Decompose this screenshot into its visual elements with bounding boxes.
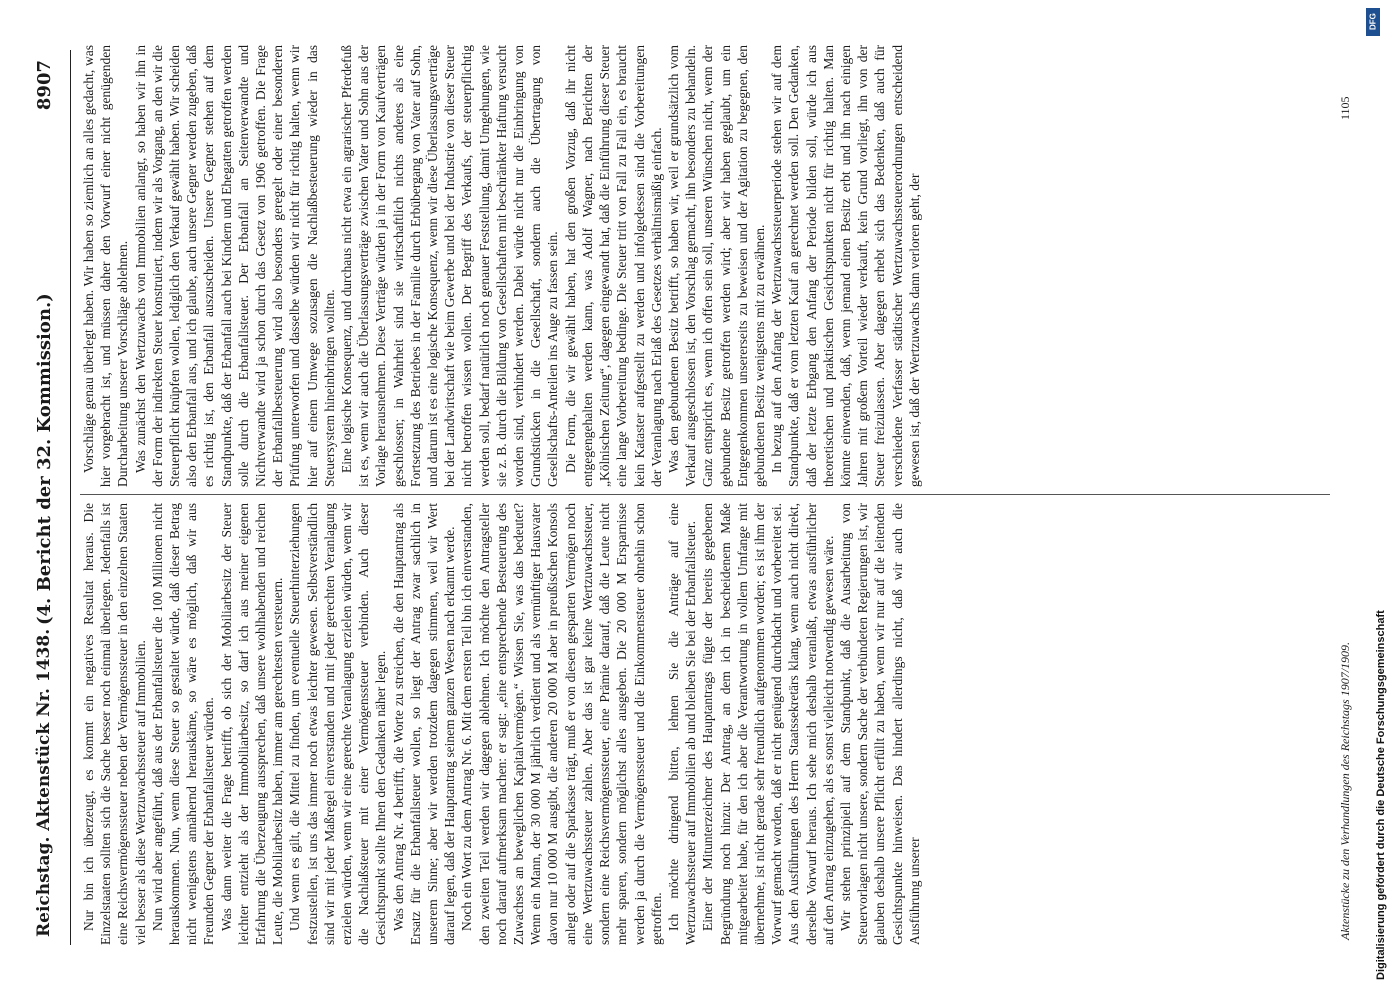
paragraph: Ich möchte dringend bitten, lehnen Sie die Anträge auf eine Wertzuwachssteuer auf Immobilien ab und bleiben Sie bei der Erbanfallsteuer. <box>665 503 699 945</box>
paragraph: Und wenn es gilt, die Mittel zu finden, um eventuelle Steuerhinterziehungen festzustellen, ist uns das immer noch etwas leichter gewesen. Selbstverständlich sind wir mit jeder Maßregel einverstanden und mit jeder gerechten Veranlagung erzielen würden, wenn wir eine gerechte Veranlagung erzielen würden, wenn wir die Nachlaßsteuer mit einer Vermögenssteuer verbinden. Auch dieser Gesichtspunkt sollte Ihnen den Gedanken näher legen. <box>287 503 389 945</box>
paragraph: Wir stehen prinzipiell auf dem Standpunkt, daß die Ausarbeitung von Steuervorlagen nicht unsere, sondern Sache der verbündeten Regierungen ist, wir glauben deshalb unsere Pflicht erfüllt zu haben, wenn wir nur auf die leitenden Gesichtspunkte hinweisen. Das hindert allerdings nicht, daß wir auch die Ausführung unserer <box>837 503 922 945</box>
dfg-logo: DFG <box>1366 8 1380 36</box>
paragraph: Noch ein Wort zu dem Antrag Nr. 6. Mit dem ersten Teil bin ich einverstanden, den zweiten Teil werden wir dagegen ablehnen. Ich möchte den Antragsteller noch darauf aufmerksam machen: er sagt: „eine entsprechende Besteuerung des Zuwachses an beweglichen Kapitalvermögen.“ Wissen Sie, was das bedeutet? Wenn ein Mann, der 30 000 M jährlich verdient und als vernünftiger Hausvater davon nur 10 000 M ausgibt, die anderen 20 000 M aber in preußischen Konsols anlegt oder auf die Sparkasse trägt, muß er von diesen gesparten Vermögen noch eine Wertzuwachssteuer zahlen. Aber das ist gar keine Wertzuwachssteuer, sondern eine Reichsvermögenssteuer, eine Prämie darauf, daß die Leute nicht mehr sparen, sondern möglichst alles ausgeben. Die 20 000 M Ersparnisse werden ja durch die Vermögenssteuer und die Einkommensteuer ohnehin schon getroffen. <box>459 503 664 945</box>
page-number: 8907 <box>34 60 55 111</box>
page-header <box>20 50 71 945</box>
digitization-watermark: Digitalisierung gefördert durch die Deutsche Forschungsgemeinschaft <box>1375 610 1387 980</box>
paragraph: Nun wird aber angeführt, daß aus der Erbanfallsteuer die 100 Millionen nicht herauskommen. Nun, wenn diese Steuer so gestaltet würde, daß dieser Betrag nicht wenigstens annähernd herauskäme, so wäre es möglich, daß wir aus Freunden Gegner der Erbanfallsteuer würden. <box>149 503 217 945</box>
text-column-right <box>80 45 1330 487</box>
header-title: Reichstag. Aktenstück Nr. 1438. <box>34 628 54 937</box>
header-report-label: (4. Bericht der 32. Kommission.) <box>34 293 55 625</box>
paragraph: Vorschläge genau überlegt haben. Wir haben so ziemlich an alles gedacht, was hier vorgebracht ist, und müssen daher den Vorwurf einer nicht genügenden Durcharbeitung unserer Vorschläge ablehnen. <box>81 45 131 487</box>
paragraph: Was zunächst den Wertzuwachs von Immobilien anlangt, so haben wir ihn in der Form der indirekten Steuer konstruiert, indem wir als Vorgang, an den wir die Steuerpflicht knüpfen wollen, lediglich den Verkauf gewählt haben. Wir scheiden also den Erbanfall aus, und ich glaube, auch unsere Gegner werden zugeben, daß es richtig ist, den Erbanfall auszuscheiden. Unsere Gegner stehen auf dem Standpunkte, daß der Erbanfall auch bei Kindern und Ehegatten getroffen werden solle durch die Erbanfallsteuer. Der Erbanfall an Seitenverwandte und Nichtverwandte wird ja schon durch das Gesetz von 1906 getroffen. Die Frage der Erbanfallbesteuerung wird also besonders geregelt oder einer besonderen Prüfung unterworfen und dasselbe würden wir nicht für richtig halten, wenn wir hier auf einem Umwege sozusagen die Nachlaßbesteuerung wieder in das Steuersystem hineinbringen wollten. <box>132 45 337 487</box>
footer-source-note: Aktenstücke zu den Verhandlungen des Reichstags 1907/1909. <box>1338 641 1352 940</box>
paragraph: In bezug auf den Anfang der Wertzuwachssteuerperiode stehen wir auf dem Standpunkte, daß er vom letzten Kauf an gerechnet werden soll. Den Gedanken, daß der letzte Erbgang den Anfang der Periode bilden soll, würde ich aus theoretischen und praktischen Gesichtspunkten nicht für richtig halten. Man könnte einwenden, daß, wenn jemand einen Besitz erbt und ihn nach einigen Jahren mit großem Vorteil wieder verkauft, kein Grund vorliegt, ihn von der Steuer freizulassen. Aber dagegen erhebt sich das Bedenken, daß auch für verschiedene Verfasser städtischer Wertzuwachssteuerordnungen entscheidend gewesen ist, daß der Wertzuwachs dann verloren geht, der <box>769 45 922 487</box>
footer-sheet-number: 1105 <box>1338 96 1352 120</box>
paragraph: Was den gebundenen Besitz betrifft, so haben wir, weil er grundsätzlich vom Verkauf ausgeschlossen ist, den Vorschlag gemacht, ihn besonders zu behandeln. Ganz entspricht es, wenn ich offen sein soll, unseren Wünschen nicht, wenn der gebundene Besitz getroffen werden wird; aber wir haben geglaubt, um ein Entgegenkommen unsererseits zu beweisen und der Agitation zu begegnen, den gebundenen Besitz wenigstens mit zu erwähnen. <box>665 45 767 487</box>
paragraph: Was den Antrag Nr. 4 betrifft, die Worte zu streichen, die den Hauptantrag als Ersatz für die Erbanfallsteuer wollen, so liegt der Antrag zwar sachlich in unserem Sinne; aber wir werden trotzdem dagegen stimmen, weil wir Wert darauf legen, daß der Hauptantrag seinem ganzen Wesen nach erkannt werde. <box>390 503 458 945</box>
paragraph: Was dann weiter die Frage betrifft, ob sich der Mobiliarbesitz der Steuer leichter entzieht als der Immobiliarbesitz, so darf ich aus meiner eigenen Erfahrung die Überzeugung aussprechen, daß unsere wohlhabenden und reichen Leute, die Mobiliarbesitz haben, immer am gerechtesten versteuern. <box>218 503 286 945</box>
paragraph: Eine logische Konsequenz, und durchaus nicht etwa ein agrarischer Pferdefuß ist es, wenn wir auch die Überlassungsverträge zwischen Vater und Sohn aus der Vorlage herausnehmen. Diese Verträge würden ja in der Form von Kaufverträgen geschlossen; in Wahrheit sind sie wirtschaftlich nichts anderes als eine Fortsetzung des Betriebes in der Familie durch Erbübergang von Vater auf Sohn, und darum ist es eine logische Konsequenz, wenn wir diese Überlassungsverträge bei der Landwirtschaft wie beim Gewerbe und bei der Industrie von dieser Steuer nicht betroffen wissen wollen. Der Begriff des Verkaufs, der steuerpflichtig werden soll, bedarf natürlich noch genauer Feststellung, damit Umgehungen, wie sie z. B. durch die Bildung von Gesellschaften mit beschränkter Haftung versucht worden sind, verhindert werden. Dabei würde nicht nur die Einbringung von Grundstücken in die Gesellschaft, sondern auch die Übertragung von Gesellschafts-Anteilen ins Auge zu fassen sein. <box>339 45 561 487</box>
paragraph: Die Form, die wir gewählt haben, hat den großen Vorzug, daß ihr nicht entgegengehalten werden kann, was Adolf Wagner, nach Berichten der „Kölnischen Zeitung“, dagegen eingewandt hat, daß die Einführung dieser Steuer eine lange Vorbereitung bedinge. Die Steuer tritt von Fall zu Fall ein, es braucht kein Kataster aufgestellt zu werden und infolgedessen sind die Vorbereitungen der Veranlagung nach Erlaß des Gesetzes verhältnismäßig einfach. <box>562 45 664 487</box>
paragraph: Einer der Mitunterzeichner des Hauptantrags fügte der bereits gegebenen Begründung noch hinzu: Der Antrag, an dem ich in bescheidenem Maße mitgearbeitet habe, für den ich aber die Verantwortung in vollem Umfange mit übernehme, ist nicht gerade sehr freundlich aufgenommen worden; es ist ihm der Vorwurf gemacht worden, daß er nicht genügend durchdacht und vorbereitet sei. Aus den Ausführungen des Herrn Staatssekretärs klang, wenn auch nicht direkt, derselbe Vorwurf heraus. Ich sehe mich deshalb veranlaßt, etwas ausführlicher auf den Antrag einzugehen, als es sonst vielleicht notwendig gewesen wäre. <box>700 503 836 945</box>
text-column-left <box>80 503 1330 945</box>
paragraph: Nur bin ich überzeugt, es kommt ein negatives Resultat heraus. Die Einzelstaaten sollten sich die Sache besser noch einmal überlegen. Jedenfalls ist eine Reichsvermögenssteuer neben der Vermögenssteuer in den einzelnen Staaten viel besser als diese Wertzuwachssteuer auf Immobilien. <box>81 503 148 945</box>
column-divider <box>80 494 1330 495</box>
